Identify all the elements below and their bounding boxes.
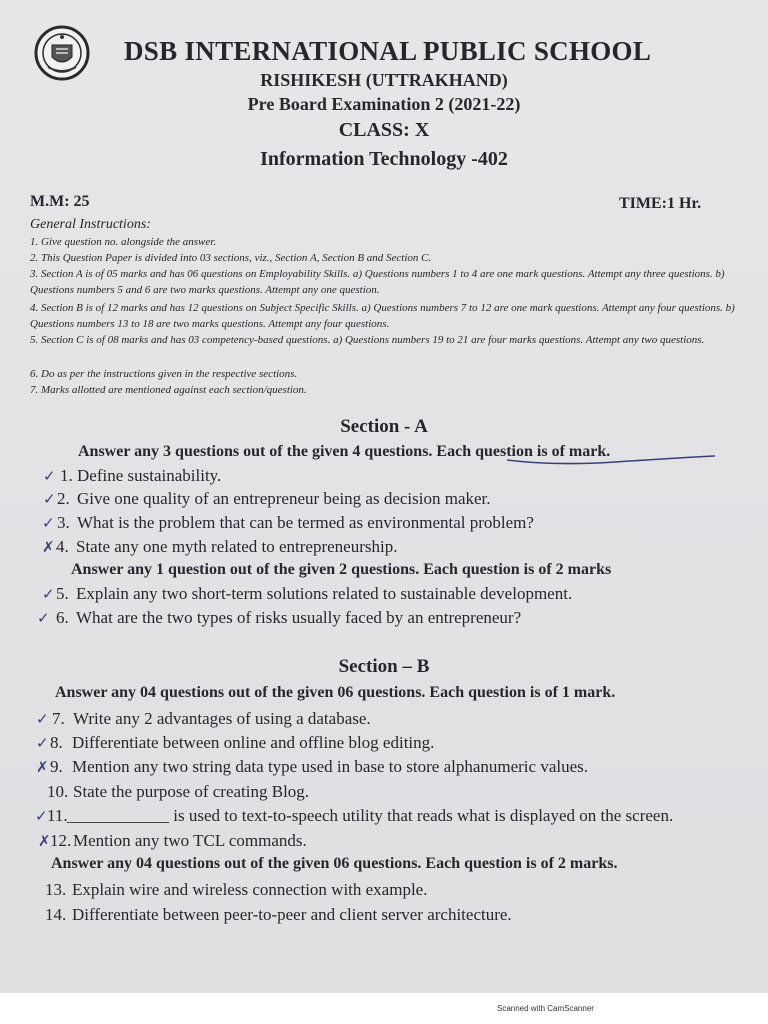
question-text: State any one myth related to entrepreneurship. [76,537,398,556]
tick-mark: ✓ [42,585,55,603]
instructions-title: General Instructions: [30,217,151,232]
cross-mark: ✗ [36,758,49,776]
class-title: CLASS: X [338,119,430,141]
question-text: What are the two types of risks usually faced by an entrepreneur? [76,608,522,627]
question-text: Mention any two string data type used in base to store alphanumeric values. [72,757,589,776]
question-number: 9. [50,757,63,776]
question-number: 11. [47,806,68,825]
question-text: Mention any two TCL commands. [73,831,307,850]
section-a-instruction-2: Answer any 1 question out of the given 2 questions. Each question is of 2 marks [71,561,612,578]
question-number: 4. [56,537,69,556]
section-b-instruction-2: Answer any 04 questions out of the given 06 questions. Each question is of 2 marks. [51,855,618,872]
time-allowed: TIME:1 Hr. [619,195,702,212]
instruction-item: 3. Section A is of 05 marks and has 06 questions on Employability Skills. a) Questions numbers 1 to 4 are one mark questions. Attempt any three questions. b) Questions numbers 5 and 6 are two marks questions. Attempt any one question. [30,268,725,296]
question-text: Explain wire and wireless connection with example. [72,880,428,899]
question-text: ____________ is used to text-to-speech utility that reads what is displayed on the screen. [67,806,674,825]
max-marks: M.M: 25 [30,193,90,210]
section-a-title: Section - A [340,416,428,437]
tick-mark: ✓ [43,467,56,485]
pen-underline-mark [505,452,717,468]
question-text: Differentiate between online and offline blog editing. [72,733,435,752]
school-location: RISHIKESH (UTTRAKHAND) [260,70,508,90]
question-text: Define sustainability. [77,466,222,485]
question-number: 6. [56,608,69,627]
section-a-instruction-1: Answer any 3 questions out of the given 4 questions. Each question is of mark. [78,443,611,460]
question-number: 2. [57,489,70,508]
tick-mark: ✓ [43,490,56,508]
question-number: 3. [57,513,70,532]
question-text: Explain any two short-term solutions related to sustainable development. [76,584,573,603]
question-number: 12. [50,831,72,850]
tick-mark: ✓ [42,514,55,532]
section-b-instruction-1: Answer any 04 questions out of the given 06 questions. Each question is of 1 mark. [55,684,616,701]
instruction-item: 6. Do as per the instructions given in the respective sections. [30,368,298,380]
cross-mark: ✗ [42,538,55,556]
tick-mark: ✓ [36,734,49,752]
question-number: 14. [45,905,67,924]
question-number: 8. [50,733,63,752]
question-number: 7. [52,709,65,728]
question-number: 1. [60,466,73,485]
instruction-item: 4. Section B is of 12 marks and has 12 questions on Subject Specific Skills. a) Questions numbers 7 to 12 are one mark questions. Attempt any four questions. b) Questions numbers 13 to 18 are two marks questions. Attempt any four questions. [30,302,735,330]
question-number: 10. [47,782,69,801]
instruction-item: 7. Marks allotted are mentioned against each section/question. [30,384,307,396]
cross-mark: ✗ [38,832,51,850]
question-text: What is the problem that can be termed as environmental problem? [77,513,534,532]
exam-title: Pre Board Examination 2 (2021-22) [247,94,521,114]
question-text: Write any 2 advantages of using a database. [73,709,371,728]
tick-mark: ✓ [36,710,49,728]
question-text: Differentiate between peer-to-peer and client server architecture. [72,905,512,924]
school-name: DSB INTERNATIONAL PUBLIC SCHOOL [124,36,652,66]
subject-title: Information Technology -402 [260,148,508,170]
tick-mark: ✓ [35,807,48,825]
section-b-title: Section – B [338,656,430,677]
question-text: State the purpose of creating Blog. [73,782,310,801]
question-number: 13. [45,880,67,899]
instruction-item: 2. This Question Paper is divided into 03 sections, viz., Section A, Section B and Section C. [30,252,432,264]
instruction-item: 5. Section C is of 08 marks and has 03 competency-based questions. a) Questions numbers 19 to 21 are four marks questions. Attempt any two questions. [30,334,705,346]
question-number: 5. [56,584,69,603]
question-text: Give one quality of an entrepreneur being as decision maker. [77,489,491,508]
instruction-item: 1. Give question no. alongside the answer. [30,236,217,248]
tick-mark: ✓ [37,609,50,627]
scanner-watermark: Scanned with CamScanner [497,1004,594,1013]
